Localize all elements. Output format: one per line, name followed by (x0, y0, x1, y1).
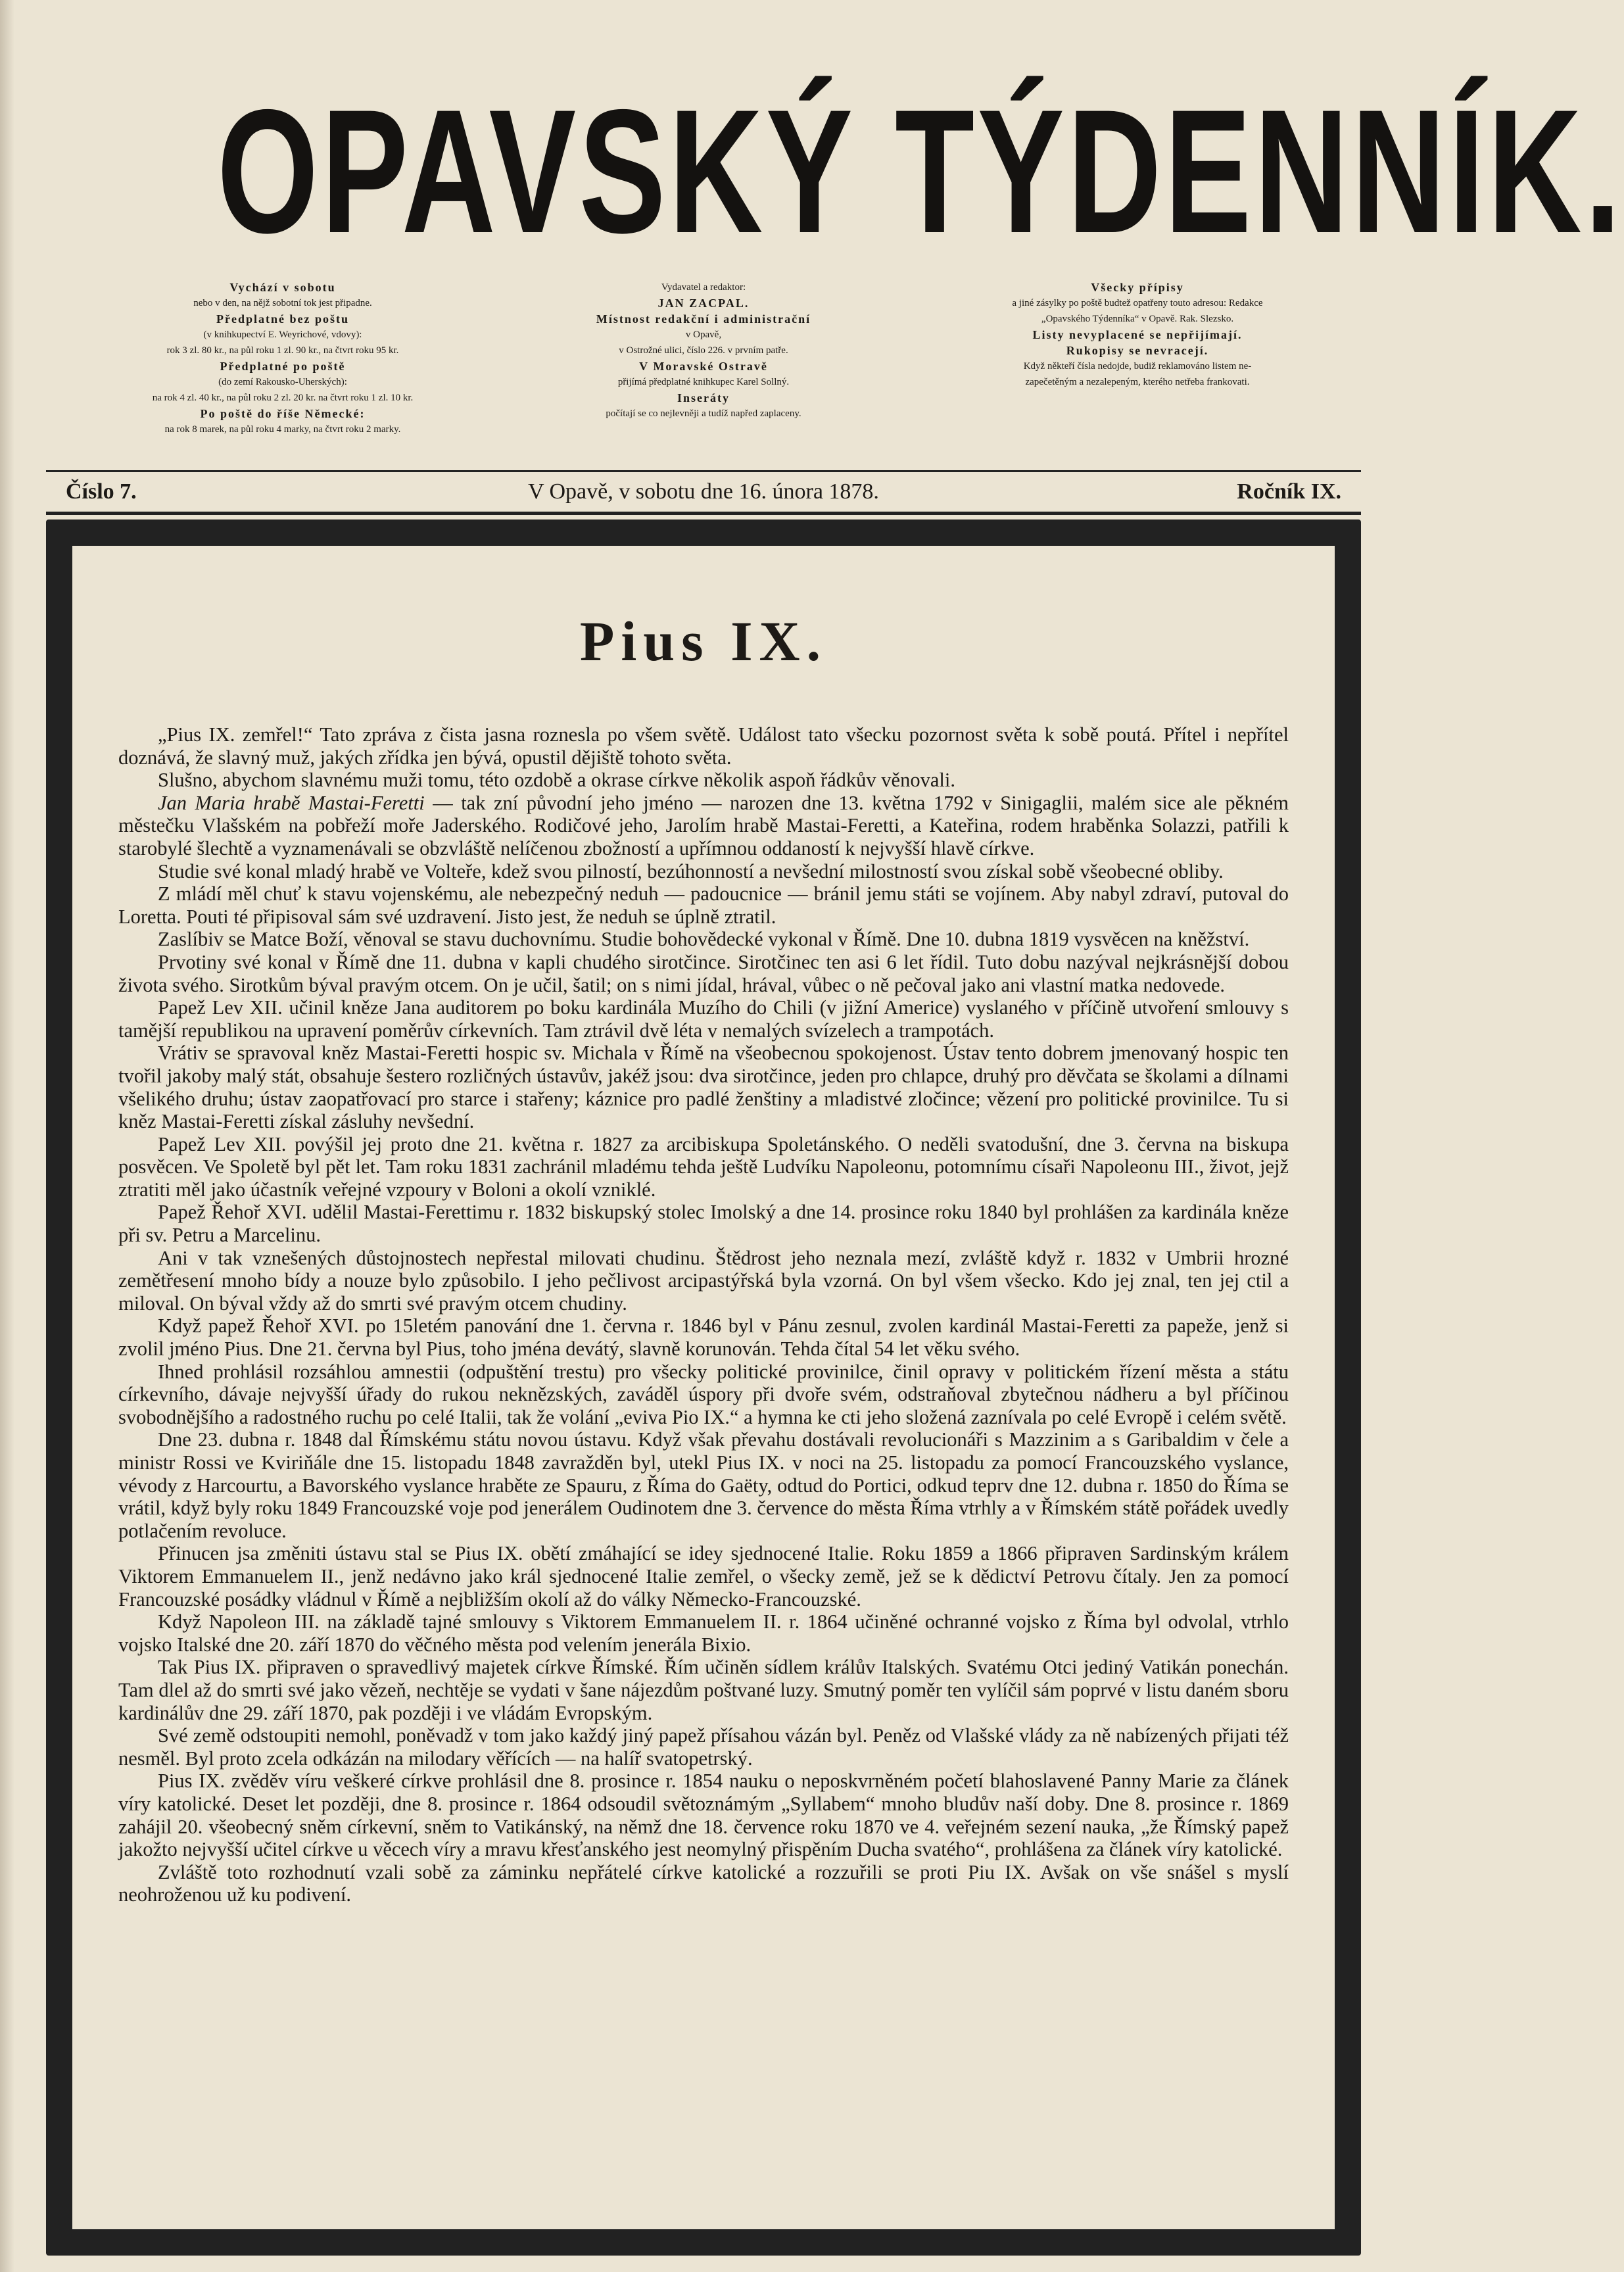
article-box (72, 546, 1335, 2229)
paragraph: Přinucen jsa změniti ústavu stal se Pius IX. obětí zmáhající se idey sjednocené Italie. Roku 1859 a 1866 připraven Sardinským králem Viktorem Emmanuelem II., jenž nedávno jako král sjednocené Italie zemřel, o všecky země, jež se k dědictví Petrovu čítaly. Jen za pomocí Francouzské posádky vládnul v Římě a nejbližším okolí až do války Německo-Francouzské. (118, 1542, 1289, 1610)
info-heading: Vychází v sobotu (229, 281, 336, 294)
page-edge (0, 0, 14, 2272)
paragraph: Dne 23. dubna r. 1848 dal Římskému státu novou ústavu. Když však převahu dostávali revolucionáři s Mazzinim a s Garibaldim v čele a ministr Rossi ve Kviriňále dne 15. listopadu 1848 zavražděn byl, utekl Pius IX. v noci na 25. listopadu za pomocí Francouzského vyslance, vévody z Harcourtu, a Bavorského vyslance hraběte ze Spauru, z Říma do Gaëty, odtud do Portici, odkud teprv dne 12. dubna r. 1850 do Říma se vrátil, když byly roku 1849 Francouzské voje pod jenerálem Oudinotem dne 3. července do města Říma vtrhly a v Římském státě pořádek uvedly potlačením revoluce. (118, 1428, 1289, 1542)
info-text: (do zemí Rakousko-Uherských): (218, 377, 347, 387)
paragraph: Když Napoleon III. na základě tajné smlouvy s Viktorem Emmanuelem II. r. 1864 učiněné ochranné vojsko z Říma byl odvolal, vtrhlo vojsko Italské dne 20. září 1870 do věčného města pod velením jenerála Bixio. (118, 1610, 1289, 1656)
info-heading: JAN ZACPAL. (657, 297, 750, 310)
paragraph: „Pius IX. zemřel!“ Tato zpráva z čista jasna roznesla po všem světě. Událost tato všecku pozornost světa k sobě poutá. Přítel i nepřítel doznává, že slavný muž, jakých zřídka jen bývá, opustil dějiště tohoto světa. (118, 723, 1289, 769)
newspaper-page (46, 72, 1624, 2256)
info-text: Vydavatel a redaktor: (661, 282, 746, 293)
info-heading: Inseráty (677, 391, 730, 404)
info-text: rok 3 zl. 80 kr., na půl roku 1 zl. 90 kr., na čtvrt roku 95 kr. (166, 345, 399, 356)
info-text: na rok 4 zl. 40 kr., na půl roku 2 zl. 20 kr. na čtvrt roku 1 zl. 10 kr. (152, 393, 414, 403)
editorial-info (519, 279, 888, 422)
info-heading: Listy nevyplacené se nepřijímají. (1032, 328, 1243, 341)
info-text: přijímá předplatné knihkupec Karel Sollný. (617, 377, 790, 387)
volume-number: Ročník IX. (1237, 479, 1341, 504)
person-name: Jan Maria hrabě Mastai-Feretti (158, 791, 425, 814)
info-heading: Rukopisy se nevracejí. (1066, 344, 1209, 357)
paragraph: Ihned prohlásil rozsáhlou amnestii (odpuštění trestu) pro všecky politické provinilce, činil opravy v politickém řízení města a státu církevního, dávaje nejvyšší úřady do rukou neknězských, zaváděl úspory při dvoře svém, odstraňoval zbytečnou nádheru a byl příčinou svobodnějšího a radostného ruchu po celé Italii, tak že volání „eviva Pio IX.“ a hymna ke cti jeho složená zaznívala po celé Evropě i celém světě. (118, 1360, 1289, 1428)
paragraph: Z mládí měl chuť k stavu vojenskému, ale nebezpečný neduh — padoucnice — bránil jemu státi se vojínem. Aby nabyl zdraví, putoval do Loretta. Pouti té připisoval sám své uzdravení. Jisto jest, že neduh se úplně ztratil. (118, 882, 1289, 928)
issue-number: Číslo 7. (66, 479, 137, 504)
paragraph-text: — tak zní původní jeho jméno — narozen dne 13. května 1792 v Sinigaglii, malém sice ale pěkném městečku Vlašském na pobřeží moře Jaderského. Rodičové jeho, Jarolím hrabě Mastai-Feretti, a Kateřina, rodem hraběnka Solazzi, patřili k starobylé šlechtě a vyznamenávali se obzvláště nelíčenou zbožností a upřímnou oddaností k nejvyšší hlavě církve. (118, 791, 1289, 859)
dateline (46, 470, 1361, 515)
place-date: V Opavě, v sobotu dne 16. února 1878. (528, 479, 879, 504)
info-text: na rok 8 marek, na půl roku 4 marky, na čtvrt roku 2 marky. (164, 424, 401, 435)
info-text: Když někteří čísla nedojde, budiž reklamováno listem ne- (1023, 361, 1252, 372)
info-text: „Opavského Týdenníka“ v Opavě. Rak. Slezsko. (1041, 314, 1234, 324)
paragraph: Pius IX. zvěděv víru veškeré církve prohlásil dne 8. prosince r. 1854 nauku o neposkvrněném početí blahoslavené Panny Marie za článek víry katolické. Deset let později, dne 8. prosince r. 1864 odsoudil světoznámým „Syllabem“ mnoho bludův naší doby. Dne 8. prosince r. 1869 zahájil 20. všeobecný sněm církevní, sněm to Vatikánský, na němž dne 18. července roku 1870 ve 4. veřejném sezení nauka, „že Římský papež jakožto nejvyšší učitel církve u věcech víry a mravu křesťanského jest neomylný přispěním Ducha svatého“, prohlášena za článek víry katolické. (118, 1770, 1289, 1861)
paragraph: Prvotiny své konal v Římě dne 11. dubna v kapli chudého sirotčince. Sirotčinec ten asi 6 let řídil. Tuto dobu nazýval nejkrásnější dobou života svého. Sirotkům býval pravým otcem. On je učil, šatil; on s nimi jídal, hrával, vůbec o ně pečoval jako ani vlastní matka nedovede. (118, 950, 1289, 996)
mourning-border (46, 520, 1361, 2256)
correspondence-info (914, 279, 1361, 390)
paragraph: Studie své konal mladý hrabě ve Volteře, kdež svou pilností, bezúhonností a nevšední milostností svou získal sobě všeobecné obliby. (158, 859, 1224, 882)
info-text: počítají se co nejlevněji a tudíž napřed zaplaceny. (606, 408, 801, 419)
article-body (72, 723, 1335, 1906)
paragraph: Papež Lev XII. učinil kněze Jana auditorem po boku kardinála Muzího do Chili (v jižní Americe) vyslaného v příčině utvoření smlouvy s tamější republikou na upravení poměrův církevních. Tam ztrávil dvě léta v nemalých svízelech a trampotách. (118, 996, 1289, 1042)
paragraph: Zvláště toto rozhodnutí vzali sobě za záminku nepřátelé církve katolické a rozzuřili se proti Piu IX. Avšak on vše snášel s myslí neohroženou už ku podivení. (118, 1860, 1289, 1906)
paragraph: Zaslíbiv se Matce Boží, věnoval se stavu duchovnímu. Studie bohovědecké vykonal v Římě. Dne 10. dubna 1819 vysvěcen na kněžství. (158, 928, 1250, 951)
info-text: a jiné zásylky po poště budtež opatřeny touto adresou: Redakce (1012, 298, 1263, 308)
info-text: v Ostrožné ulici, číslo 226. v prvním patře. (619, 345, 788, 356)
info-text: nebo v den, na nějž sobotní tok jest připadne. (193, 298, 372, 308)
paragraph: Slušno, abychom slavnému muži tomu, této ozdobě a okrase církve několik aspoň řádkův věnovali. (158, 769, 955, 792)
paragraph: Tak Pius IX. připraven o spravedlivý majetek církve Římské. Řím učiněn sídlem králův Italských. Svatému Otci jediný Vatikán ponechán. Tam dlel až do smrti své jako vězeň, nechtěje se vydati v šane nájezdům poštvané luzy. Smutný poměr ten vylíčil sám poprvé v listu daném sboru kardinálův dne 29. září 1870, pak později i ve vládám Evropským. (118, 1656, 1289, 1724)
info-heading: V Moravské Ostravě (639, 360, 768, 373)
paragraph: Své země odstoupiti nemohl, poněvadž v tom jako každý jiný papež přísahou vázán byl. Peněz od Vlašské vlády za ně nabízených přijati též nesměl. Byl proto zcela odkázán na milodary věřících — na halíř svatopetrský. (118, 1724, 1289, 1770)
info-text: zapečetěným a nezalepeným, kterého netřeba frankovati. (1025, 377, 1250, 387)
info-text: v Opavě, (685, 329, 722, 340)
paragraph: Ani v tak vznešených důstojnostech nepřestal milovati chudinu. Štědrost jeho neznala mezí, zvláště když r. 1832 v Umbrii hrozné zemětřesení mnoho bídy a nouze bylo způsobilo. I jeho pečlivost arcipastýřská byla vzorná. On byl všem všecko. Kdo jej znal, ten jej ctil a miloval. On býval vždy až do smrti své pravým otcem chudiny. (118, 1246, 1289, 1315)
info-heading: Všecky přípisy (1091, 281, 1184, 294)
article-title: Pius IX. (579, 610, 828, 673)
paragraph: Papež Řehoř XVI. udělil Mastai-Ferettimu r. 1832 biskupský stolec Imolský a dne 14. prosince roku 1840 byl prohlášen za kardinála kněze při sv. Petru a Marcelinu. (118, 1201, 1289, 1247)
paragraph (118, 792, 1289, 860)
masthead-title: OPAVSKÝ TÝDENNÍK. (217, 72, 1624, 270)
paragraph: Vrátiv se spravoval kněz Mastai-Feretti hospic sv. Michala v Římě na všeobecnou spokojenost. Ústav tento dobrem jmenovaný hospic ten tvořil jakoby malý stát, obsahuje šestero rozličných ústavův, jakéž jsou: dva sirotčince, jeden pro chlapce, druhý pro děvčata se školami a dílnami všelikého druhu; ústav zaopatřovací pro starce i stařeny; káznice pro padlé ženštiny a mladistvé zločince; vězení pro politické provinilce. Tu si kněz Mastai-Feretti získal zásluhy nevšední. (118, 1042, 1289, 1133)
info-heading: Předplatné po poště (220, 360, 346, 373)
paragraph: Když papež Řehoř XVI. po 15letém panování dne 1. června r. 1846 byl v Pánu zesnul, zvolen kardinál Mastai-Feretti za papeže, jenž si zvolil jméno Pius. Dne 21. června byl Pius, toho jména devátý, slavně korunován. Tehda čítal 54 let věku svého. (118, 1315, 1289, 1361)
info-text: (v knihkupectví E. Weyrichové, vdovy): (203, 329, 362, 340)
subscription-info (85, 279, 480, 437)
info-heading: Předplatné bez poštu (216, 312, 349, 326)
info-heading: Místnost redakční i administrační (596, 312, 811, 326)
info-heading: Po poště do říše Německé: (200, 407, 366, 420)
paragraph: Papež Lev XII. povýšil jej proto dne 21. května r. 1827 za arcibiskupa Spoletánského. O neděli svatodušní, dne 3. června na biskupa posvěcen. Ve Spoletě byl pět let. Tam roku 1831 zachránil mladému tehda ještě Ludvíku Napoleonu, potomnímu císaři Napoleonu III., život, jejž ztratiti měl jako účastník veřejné vzpoury v Boloni a okolí vzniklé. (118, 1132, 1289, 1201)
